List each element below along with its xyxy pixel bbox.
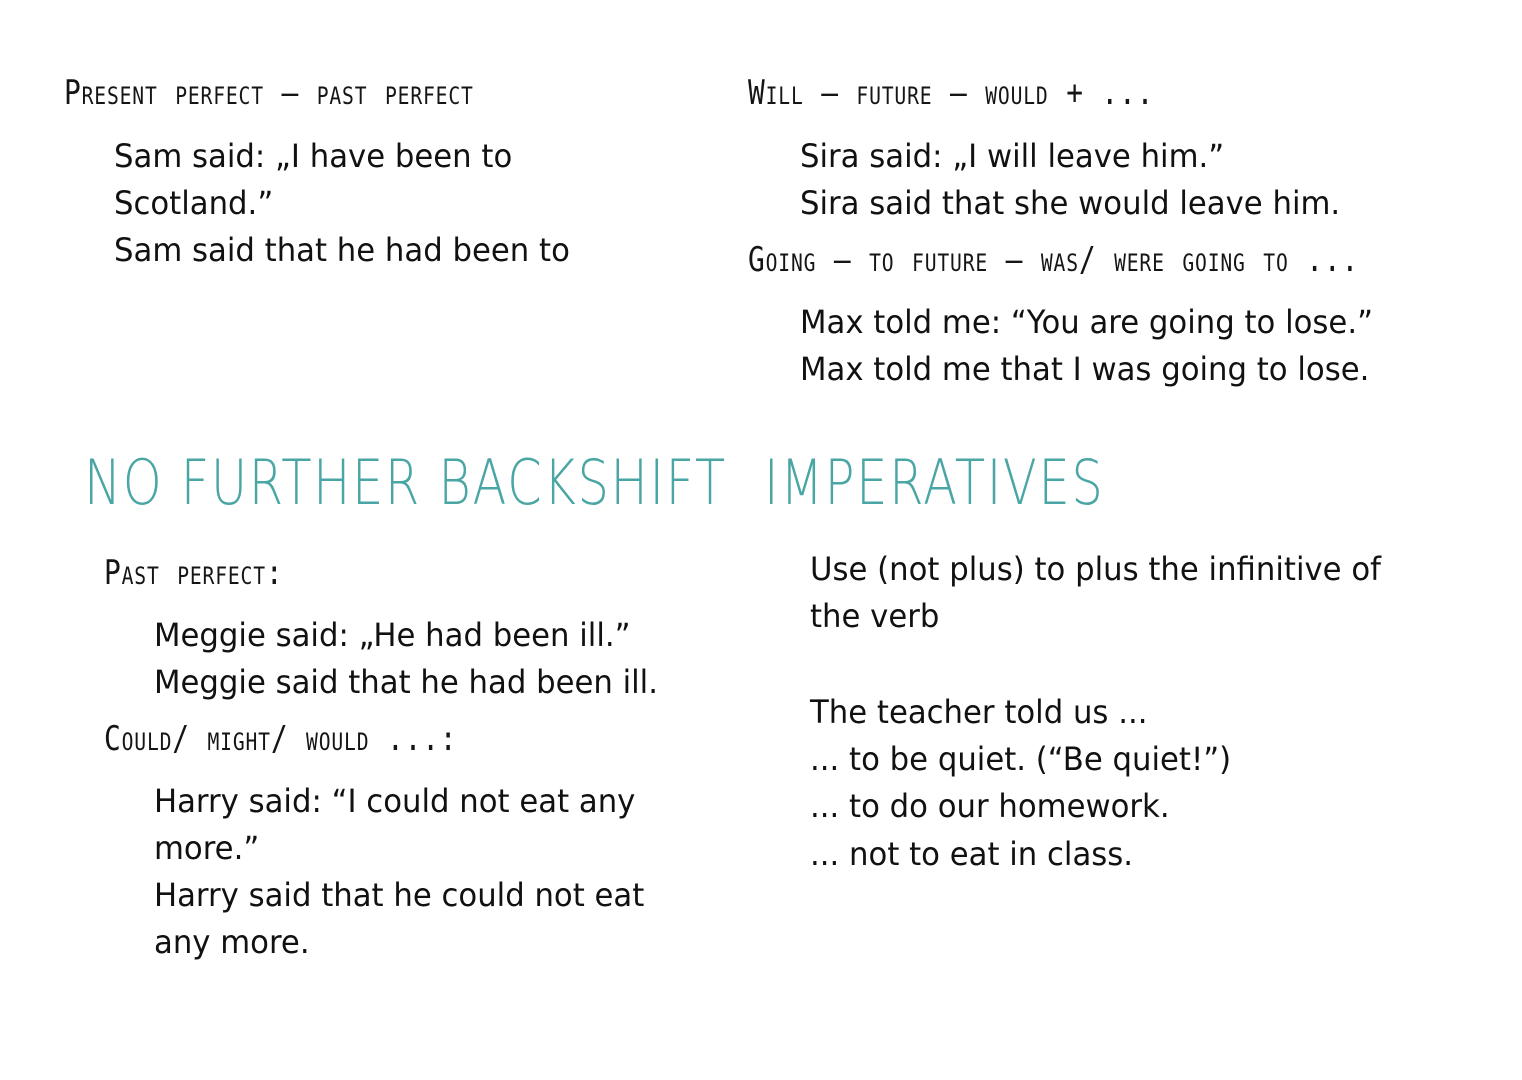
example-line: ... to do our homework. bbox=[810, 787, 1170, 825]
heading-going-to-future: Going – to future – was/ were going to ... bbox=[748, 240, 1360, 280]
explanation-line: Use (not plus) to plus the infinitive of bbox=[810, 550, 1381, 588]
example-line: Harry said that he could not eat bbox=[154, 876, 645, 914]
example-line: Sam said: „I have been to bbox=[114, 137, 513, 175]
example-line: Harry said: “I could not eat any bbox=[154, 782, 636, 820]
example-line: ... not to eat in class. bbox=[810, 835, 1134, 873]
example-line: ... to be quiet. (“Be quiet!”) bbox=[810, 740, 1232, 778]
example-line: Max told me: “You are going to lose.” bbox=[800, 303, 1374, 341]
example-line: The teacher told us ... bbox=[810, 693, 1148, 731]
heading-will-future: Will – future – would + ... bbox=[748, 73, 1155, 113]
example-line: any more. bbox=[154, 923, 310, 961]
example-line: Sira said that she would leave him. bbox=[800, 184, 1341, 222]
heading-present-perfect: Present perfect – past perfect bbox=[64, 73, 474, 113]
example-line: Meggie said: „He had been ill.” bbox=[154, 616, 631, 654]
example-line: Meggie said that he had been ill. bbox=[154, 663, 658, 701]
example-line: Max told me that I was going to lose. bbox=[800, 350, 1370, 388]
example-line: Scotland.” bbox=[114, 184, 274, 222]
explanation-line: the verb bbox=[810, 597, 940, 635]
heading-past-perfect: Past perfect: bbox=[104, 553, 284, 593]
example-line: more.” bbox=[154, 829, 260, 867]
example-line: Sam said that he had been to bbox=[114, 231, 570, 269]
example-line: Sira said: „I will leave him.” bbox=[800, 137, 1225, 175]
heading-could-might-would: Could/ might/ would ...: bbox=[104, 719, 458, 759]
section-title-no-further-backshift: NO FURTHER BACKSHIFT bbox=[84, 446, 727, 519]
section-title-imperatives: IMPERATIVES bbox=[764, 446, 1105, 519]
